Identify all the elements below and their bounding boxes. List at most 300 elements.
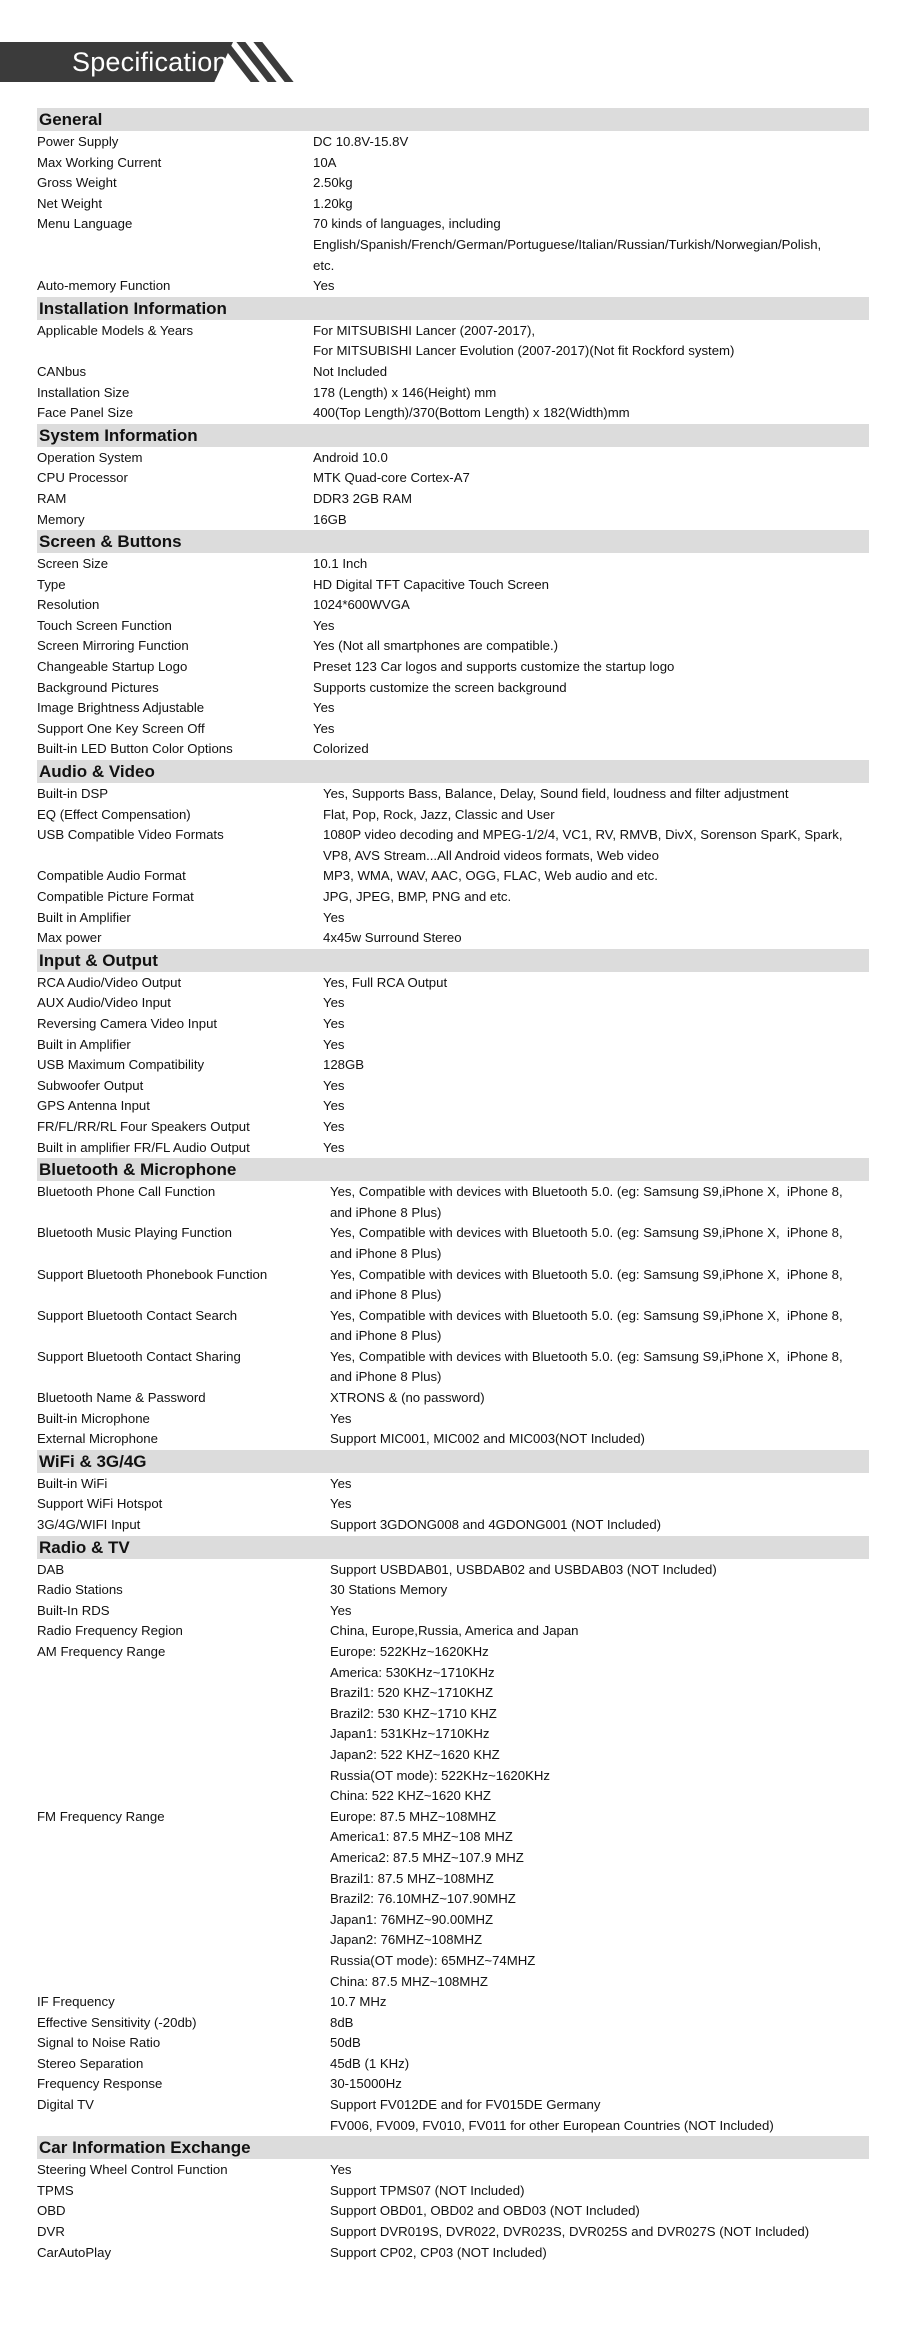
spec-value xyxy=(313,825,869,866)
spec-value-line: Support FV012DE and for FV015DE Germany xyxy=(330,2097,601,2113)
spec-label: EQ (Effect Compensation) xyxy=(37,806,191,822)
spec-label: DAB xyxy=(37,1561,65,1577)
spec-value-line: Yes xyxy=(330,1475,352,1491)
spec-value xyxy=(313,1474,869,1495)
spec-row xyxy=(37,698,869,719)
spec-label: Reversing Camera Video Input xyxy=(37,1015,218,1031)
spec-value-line: Russia(OT mode): 65MHZ~74MHZ xyxy=(330,1952,536,1968)
page-title: Specification xyxy=(72,47,228,77)
spec-row xyxy=(37,214,869,276)
spec-row xyxy=(37,194,869,215)
spec-label: Applicable Models & Years xyxy=(37,322,194,338)
spec-label: Net Weight xyxy=(37,195,102,211)
spec-label: USB Maximum Compatibility xyxy=(37,1057,205,1073)
section-heading: System Information xyxy=(37,424,869,447)
spec-value xyxy=(313,321,869,362)
spec-row xyxy=(37,383,869,404)
spec-value xyxy=(313,489,869,510)
spec-section xyxy=(37,2136,869,2263)
section-heading: General xyxy=(37,108,869,131)
spec-value-line: Yes (Not all smartphones are compatible.) xyxy=(313,638,559,654)
section-heading: Input & Output xyxy=(37,949,869,972)
spec-label: Radio Stations xyxy=(37,1582,123,1598)
spec-value xyxy=(313,1096,869,1117)
spec-value-line: DC 10.8V-15.8V xyxy=(313,134,409,149)
spec-value xyxy=(313,2074,869,2095)
spec-value xyxy=(313,698,869,719)
spec-section xyxy=(37,1450,869,1536)
spec-value-line: JPG, JPEG, BMP, PNG and etc. xyxy=(323,889,512,904)
spec-label: Built in amplifier FR/FL Audio Output xyxy=(37,1139,250,1155)
spec-value-line: and iPhone 8 Plus) xyxy=(330,1287,442,1303)
spec-value-line: FV006, FV009, FV010, FV011 for other European Countries (NOT Included) xyxy=(330,2117,774,2133)
spec-row xyxy=(37,403,869,424)
spec-row xyxy=(37,276,869,297)
spec-label: Support Bluetooth Contact Search xyxy=(37,1307,238,1323)
spec-row xyxy=(37,510,869,531)
spec-row xyxy=(37,173,869,194)
spec-value-line: Yes xyxy=(313,617,335,633)
spec-value-line: etc. xyxy=(313,257,335,273)
spec-label: CarAutoPlay xyxy=(37,2244,112,2260)
spec-value-line: Brazil1: 87.5 MHZ~108MHZ xyxy=(330,1870,494,1886)
spec-value-line: China: 87.5 MHZ~108MHZ xyxy=(330,1973,488,1989)
spec-value-line: Yes, Compatible with devices with Bluetooth 5.0. (eg: Samsung S9,iPhone X, iPhone 8, xyxy=(330,1307,843,1323)
spec-value-line: 50dB xyxy=(330,2035,361,2051)
spec-value-line: Support TPMS07 (NOT Included) xyxy=(330,2182,525,2198)
spec-value xyxy=(313,1306,869,1347)
spec-value-line: 400(Top Length)/370(Bottom Length) x 182(Width)mm xyxy=(313,405,630,421)
spec-value xyxy=(313,468,869,489)
spec-value-line: Japan2: 76MHZ~108MHZ xyxy=(330,1932,483,1948)
spec-value-line: and iPhone 8 Plus) xyxy=(330,1328,442,1344)
spec-label: AUX Audio/Video Input xyxy=(37,995,171,1011)
spec-value-line: MP3, WMA, WAV, AAC, OGG, FLAC, Web audio and etc. xyxy=(323,868,658,884)
spec-row xyxy=(37,468,869,489)
spec-value xyxy=(313,2054,869,2075)
spec-value-line: China, Europe,Russia, America and Japan xyxy=(330,1623,579,1639)
spec-value xyxy=(313,403,869,424)
spec-value xyxy=(313,595,869,616)
spec-value xyxy=(313,1601,869,1622)
spec-label: DVR xyxy=(37,2224,65,2240)
spec-value xyxy=(313,132,869,153)
spec-value xyxy=(313,1014,869,1035)
spec-section xyxy=(37,530,869,760)
spec-label: RAM xyxy=(37,490,67,506)
spec-value-line: Yes, Full RCA Output xyxy=(323,974,448,990)
spec-row xyxy=(37,719,869,740)
spec-label: Stereo Separation xyxy=(37,2055,144,2071)
spec-row xyxy=(37,448,869,469)
section-heading: Screen & Buttons xyxy=(37,530,869,553)
spec-value xyxy=(313,1182,869,1223)
spec-value xyxy=(313,2243,869,2264)
spec-value-line: Support DVR019S, DVR022, DVR023S, DVR025S and DVR027S (NOT Included) xyxy=(330,2224,810,2240)
spec-value-line: Yes xyxy=(313,720,335,736)
spec-row xyxy=(37,993,869,1014)
spec-row xyxy=(37,153,869,174)
spec-label: Effective Sensitivity (-20db) xyxy=(37,2014,197,2030)
spec-value-line: For MITSUBISHI Lancer (2007-2017), xyxy=(313,322,536,338)
spec-value xyxy=(313,1138,869,1159)
spec-label: GPS Antenna Input xyxy=(37,1098,150,1114)
spec-label: Support One Key Screen Off xyxy=(37,720,205,736)
spec-value xyxy=(313,1265,869,1306)
spec-row xyxy=(37,1117,869,1138)
spec-value-line: Support 3GDONG008 and 4GDONG001 (NOT Included) xyxy=(330,1517,662,1533)
spec-row xyxy=(37,739,869,760)
spec-value-line: Brazil2: 530 KHZ~1710 KHZ xyxy=(330,1705,497,1721)
spec-value-line: America: 530KHz~1710KHz xyxy=(330,1664,495,1680)
spec-label: Screen Size xyxy=(37,556,109,572)
spec-row xyxy=(37,1265,869,1306)
spec-label: Max power xyxy=(37,930,102,946)
spec-row xyxy=(37,321,869,362)
spec-value xyxy=(313,383,869,404)
spec-value xyxy=(313,678,869,699)
spec-value-line: Europe: 522KHz~1620KHz xyxy=(330,1644,489,1659)
spec-value-line: Yes, Compatible with devices with Bluetooth 5.0. (eg: Samsung S9,iPhone X, iPhone 8, xyxy=(330,1184,843,1200)
spec-row xyxy=(37,1409,869,1430)
spec-value xyxy=(313,1429,869,1450)
spec-value-line: Yes, Compatible with devices with Bluetooth 5.0. (eg: Samsung S9,iPhone X, iPhone 8, xyxy=(330,1225,843,1241)
spec-section xyxy=(37,1158,869,1450)
spec-label: Compatible Picture Format xyxy=(37,889,194,904)
spec-label: RCA Audio/Video Output xyxy=(37,974,182,990)
spec-value-line: Yes xyxy=(323,995,345,1011)
spec-value-line: VP8, AVS Stream...All Android videos formats, Web video xyxy=(323,847,659,863)
spec-label: 3G/4G/WIFI Input xyxy=(37,1517,141,1533)
spec-label: Face Panel Size xyxy=(37,405,134,421)
spec-value-line: 10.1 Inch xyxy=(313,556,368,572)
spec-value-line: Russia(OT mode): 522KHz~1620KHz xyxy=(330,1767,551,1783)
spec-label: Screen Mirroring Function xyxy=(37,638,189,654)
spec-value-line: Supports customize the screen background xyxy=(313,679,567,695)
spec-label: Gross Weight xyxy=(37,175,117,191)
spec-value-line: Yes, Supports Bass, Balance, Delay, Sound field, loudness and filter adjustment xyxy=(323,786,789,802)
spec-label: Type xyxy=(37,576,66,592)
spec-value-line: Yes xyxy=(323,1036,345,1052)
spec-value xyxy=(313,1621,869,1642)
spec-value-line: 45dB (1 KHz) xyxy=(330,2055,410,2071)
spec-label: CANbus xyxy=(37,363,87,379)
spec-value xyxy=(313,784,869,805)
spec-section xyxy=(37,1536,869,2137)
spec-value-line: 1080P video decoding and MPEG-1/2/4, VC1, RV, RMVB, DivX, Sorenson SparK, Spark, xyxy=(323,827,843,843)
spec-row xyxy=(37,2243,869,2264)
spec-label: Built-in WiFi xyxy=(37,1475,108,1491)
spec-value xyxy=(313,636,869,657)
spec-label: Support Bluetooth Contact Sharing xyxy=(37,1348,241,1364)
spec-label: Bluetooth Name & Password xyxy=(37,1390,206,1406)
spec-row xyxy=(37,616,869,637)
spec-label: Built in Amplifier xyxy=(37,909,131,925)
spec-value-line: 10A xyxy=(313,154,337,170)
spec-label: TPMS xyxy=(37,2182,74,2198)
spec-value xyxy=(313,2201,869,2222)
spec-value-line: Yes, Compatible with devices with Bluetooth 5.0. (eg: Samsung S9,iPhone X, iPhone 8, xyxy=(330,1266,843,1282)
spec-value xyxy=(313,887,869,908)
section-heading: Audio & Video xyxy=(37,760,869,783)
spec-label: Built-In RDS xyxy=(37,1602,110,1618)
spec-value xyxy=(313,1807,869,1992)
spec-row xyxy=(37,1388,869,1409)
spec-value-line: English/Spanish/French/German/Portuguese/Italian/Russian/Turkish/Norwegian/Polish, xyxy=(313,236,822,252)
spec-value xyxy=(313,510,869,531)
section-heading: Installation Information xyxy=(37,297,869,320)
spec-row xyxy=(37,2033,869,2054)
spec-value-line: Yes xyxy=(330,1496,352,1512)
section-heading: Bluetooth & Microphone xyxy=(37,1158,869,1181)
spec-value-line: 128GB xyxy=(323,1057,365,1073)
spec-value-line: Support USBDAB01, USBDAB02 and USBDAB03 (NOT Included) xyxy=(330,1561,717,1577)
spec-label: Built-in DSP xyxy=(37,786,109,802)
spec-value xyxy=(313,214,869,276)
spec-label: FR/FL/RR/RL Four Speakers Output xyxy=(37,1118,250,1134)
spec-label: CPU Processor xyxy=(37,470,128,486)
spec-value xyxy=(313,1076,869,1097)
spec-value-line: China: 522 KHZ~1620 KHZ xyxy=(330,1788,491,1804)
spec-value-line: 178 (Length) x 146(Height) mm xyxy=(313,384,497,400)
spec-label: Changeable Startup Logo xyxy=(37,659,188,675)
spec-value-line: America1: 87.5 MHZ~108 MHZ xyxy=(330,1829,513,1845)
spec-value xyxy=(313,153,869,174)
spec-row xyxy=(37,1306,869,1347)
spec-value-line: For MITSUBISHI Lancer Evolution (2007-2017)(Not fit Rockford system) xyxy=(313,343,735,359)
spec-value-line: Japan1: 531KHz~1710KHz xyxy=(330,1726,490,1742)
spec-value xyxy=(313,1642,869,1807)
spec-value-line: Japan1: 76MHZ~90.00MHZ xyxy=(330,1911,494,1927)
spec-value xyxy=(313,2033,869,2054)
spec-row xyxy=(37,595,869,616)
spec-value-line: HD Digital TFT Capacitive Touch Screen xyxy=(313,576,550,592)
spec-value xyxy=(313,2160,869,2181)
spec-row xyxy=(37,1992,869,2013)
spec-row xyxy=(37,1601,869,1622)
spec-value-line: 10.7 MHz xyxy=(330,1994,387,2010)
spec-value xyxy=(313,1494,869,1515)
spec-value xyxy=(313,1388,869,1409)
section-heading: Car Information Exchange xyxy=(37,2136,869,2159)
spec-value xyxy=(313,657,869,678)
spec-row xyxy=(37,1182,869,1223)
spec-value-line: Yes xyxy=(330,1602,352,1618)
spec-row xyxy=(37,636,869,657)
spec-section xyxy=(37,108,869,297)
spec-value-line: 70 kinds of languages, including xyxy=(313,216,501,232)
spec-label: Menu Language xyxy=(37,216,133,232)
spec-value-line: 2.50kg xyxy=(313,175,353,191)
spec-label: Bluetooth Music Playing Function xyxy=(37,1225,232,1241)
spec-value-line: 1.20kg xyxy=(313,195,353,211)
spec-row xyxy=(37,1515,869,1536)
spec-row xyxy=(37,1223,869,1264)
specification-banner xyxy=(0,42,292,82)
spec-value-line: America2: 87.5 MHZ~107.9 MHZ xyxy=(330,1849,524,1865)
spec-label: Auto-memory Function xyxy=(37,278,171,294)
spec-label: External Microphone xyxy=(37,1431,158,1447)
spec-row xyxy=(37,908,869,929)
spec-row xyxy=(37,678,869,699)
spec-value-line: Yes xyxy=(330,2162,352,2178)
spec-value-line: 30 Stations Memory xyxy=(330,1582,448,1598)
spec-value-line: and iPhone 8 Plus) xyxy=(330,1204,442,1220)
spec-label: Touch Screen Function xyxy=(37,617,172,633)
spec-label: Operation System xyxy=(37,449,143,465)
spec-value-line: Yes, Compatible with devices with Bluetooth 5.0. (eg: Samsung S9,iPhone X, iPhone 8, xyxy=(330,1348,843,1364)
spec-label: Built-in Microphone xyxy=(37,1410,150,1426)
spec-label: Support WiFi Hotspot xyxy=(37,1496,163,1512)
spec-value-line: XTRONS & (no password) xyxy=(330,1390,485,1406)
spec-row xyxy=(37,1076,869,1097)
spec-value-line: Yes xyxy=(323,1077,345,1093)
spec-row xyxy=(37,1560,869,1581)
spec-row xyxy=(37,887,869,908)
spec-label: Built in Amplifier xyxy=(37,1036,131,1052)
spec-row xyxy=(37,554,869,575)
spec-label: Built-in LED Button Color Options xyxy=(37,741,233,757)
spec-label: Compatible Audio Format xyxy=(37,868,186,884)
spec-value xyxy=(313,1117,869,1138)
spec-value xyxy=(313,719,869,740)
spec-row xyxy=(37,1580,869,1601)
spec-value xyxy=(313,1347,869,1388)
spec-value xyxy=(313,1992,869,2013)
spec-row xyxy=(37,489,869,510)
spec-label: Digital TV xyxy=(37,2097,94,2113)
spec-value-line: 1024*600WVGA xyxy=(313,597,410,613)
spec-row xyxy=(37,2222,869,2243)
spec-value-line: and iPhone 8 Plus) xyxy=(330,1369,442,1385)
spec-value-line: 16GB xyxy=(313,511,347,527)
spec-label: Background Pictures xyxy=(37,679,159,695)
spec-value xyxy=(313,276,869,297)
spec-label: FM Frequency Range xyxy=(37,1808,165,1824)
spec-value-line: Colorized xyxy=(313,741,369,757)
spec-value-line: Brazil1: 520 KHZ~1710KHZ xyxy=(330,1685,494,1701)
spec-value xyxy=(313,1580,869,1601)
spec-value xyxy=(313,1223,869,1264)
spec-row xyxy=(37,1621,869,1642)
spec-row xyxy=(37,1642,869,1807)
spec-value-line: Not Included xyxy=(313,363,388,379)
section-heading: Radio & TV xyxy=(37,1536,869,1559)
spec-label: Subwoofer Output xyxy=(37,1077,144,1093)
spec-value xyxy=(313,1560,869,1581)
spec-value-line: Yes xyxy=(323,1015,345,1031)
spec-label: Radio Frequency Region xyxy=(37,1623,183,1639)
spec-value-line: Yes xyxy=(323,1118,345,1134)
spec-value-line: Support OBD01, OBD02 and OBD03 (NOT Included) xyxy=(330,2203,640,2219)
spec-value-line: Yes xyxy=(313,700,335,716)
spec-section xyxy=(37,424,869,530)
spec-row xyxy=(37,1138,869,1159)
spec-value xyxy=(313,554,869,575)
spec-row xyxy=(37,575,869,596)
spec-value-line: Brazil2: 76.10MHZ~107.90MHZ xyxy=(330,1891,516,1907)
spec-value xyxy=(313,1055,869,1076)
spec-section xyxy=(37,760,869,949)
spec-label: AM Frequency Range xyxy=(37,1644,166,1659)
spec-row xyxy=(37,825,869,866)
spec-value-line: Japan2: 522 KHZ~1620 KHZ xyxy=(330,1746,500,1762)
spec-row xyxy=(37,973,869,994)
spec-label: Resolution xyxy=(37,597,100,613)
spec-row xyxy=(37,362,869,383)
spec-value xyxy=(313,2181,869,2202)
spec-row xyxy=(37,2054,869,2075)
spec-value-line: Preset 123 Car logos and supports customize the startup logo xyxy=(313,659,675,675)
spec-value xyxy=(313,173,869,194)
spec-value xyxy=(313,973,869,994)
spec-row xyxy=(37,784,869,805)
spec-label: Support Bluetooth Phonebook Function xyxy=(37,1266,268,1282)
spec-value xyxy=(313,362,869,383)
spec-value-line: and iPhone 8 Plus) xyxy=(330,1245,442,1261)
spec-value-line: Android 10.0 xyxy=(313,449,388,465)
spec-value xyxy=(313,993,869,1014)
spec-label: Bluetooth Phone Call Function xyxy=(37,1184,216,1200)
section-heading: WiFi & 3G/4G xyxy=(37,1450,869,1473)
spec-row xyxy=(37,1014,869,1035)
spec-row xyxy=(37,1429,869,1450)
spec-row xyxy=(37,1494,869,1515)
spec-value-line: Yes xyxy=(323,1098,345,1114)
spec-row xyxy=(37,928,869,949)
spec-value-line: 8dB xyxy=(330,2014,354,2030)
spec-label: Frequency Response xyxy=(37,2076,163,2092)
spec-value xyxy=(313,805,869,826)
spec-row xyxy=(37,2160,869,2181)
spec-value xyxy=(313,739,869,760)
spec-label: Memory xyxy=(37,511,85,527)
spec-row xyxy=(37,1035,869,1056)
spec-value-line: Yes xyxy=(323,1139,345,1155)
spec-row xyxy=(37,1055,869,1076)
spec-row xyxy=(37,866,869,887)
spec-label: Signal to Noise Ratio xyxy=(37,2035,161,2051)
spec-label: OBD xyxy=(37,2203,66,2219)
spec-label: Steering Wheel Control Function xyxy=(37,2162,228,2178)
spec-value-line: Yes xyxy=(323,909,345,925)
spec-value xyxy=(313,2222,869,2243)
spec-value-line: DDR3 2GB RAM xyxy=(313,490,412,506)
spec-row xyxy=(37,1807,869,1992)
spec-value xyxy=(313,2013,869,2034)
spec-row xyxy=(37,805,869,826)
spec-value xyxy=(313,928,869,949)
spec-row xyxy=(37,2181,869,2202)
spec-value-line: Flat, Pop, Rock, Jazz, Classic and User xyxy=(323,806,555,822)
spec-value-line: Support MIC001, MIC002 and MIC003(NOT Included) xyxy=(330,1431,645,1447)
spec-value-line: MTK Quad-core Cortex-A7 xyxy=(313,470,470,486)
spec-value xyxy=(313,1409,869,1430)
spec-label: Power Supply xyxy=(37,134,119,149)
spec-row xyxy=(37,657,869,678)
spec-value-line: Europe: 87.5 MHZ~108MHZ xyxy=(330,1808,497,1824)
spec-value-line: Yes xyxy=(313,278,335,294)
spec-value xyxy=(313,194,869,215)
spec-section xyxy=(37,949,869,1158)
spec-section xyxy=(37,297,869,424)
spec-value xyxy=(313,2095,869,2136)
spec-row xyxy=(37,1347,869,1388)
spec-sheet xyxy=(37,108,869,2263)
spec-row xyxy=(37,1474,869,1495)
spec-value xyxy=(313,1035,869,1056)
spec-value-line: Yes xyxy=(330,1410,352,1426)
